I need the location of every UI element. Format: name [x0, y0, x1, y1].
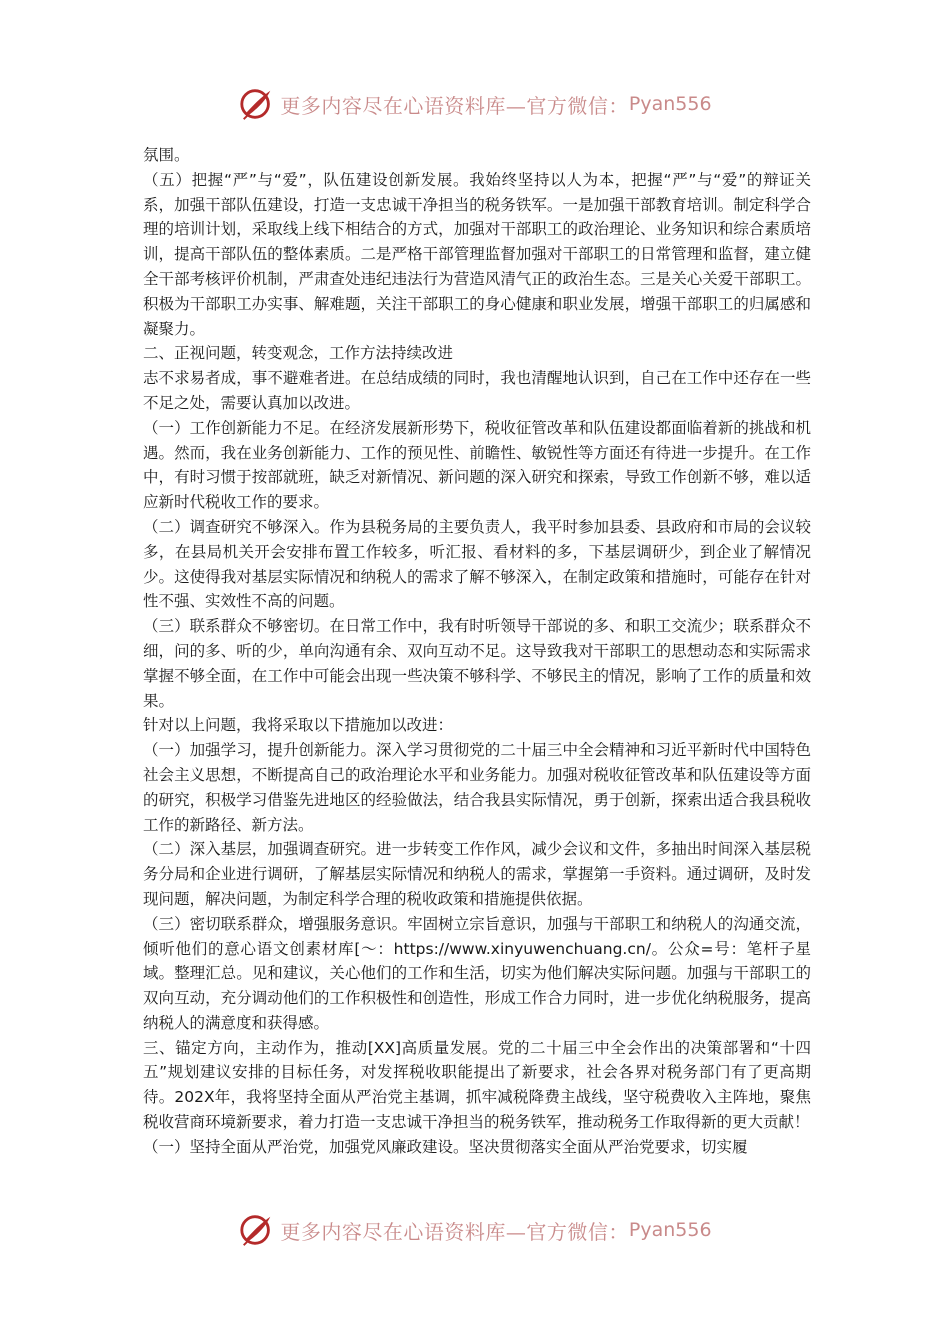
- quill-logo-icon: [238, 1211, 276, 1249]
- watermark-banner-bottom: [0, 1208, 950, 1252]
- paragraph: （一）加强学习，提升创新能力。深入学习贯彻党的二十届三中全会精神和习近平新时代中国特色社会主义思想，不断提高自己的政治理论水平和业务能力。加强对税收征管改革和队伍建设等方面的研究，积极学习借鉴先进地区的经验做法，结合我县实际情况，勇于创新，探索出适合我县税收工作的新路径、新方法。: [143, 741, 811, 834]
- paragraph: （二）调查研究不够深入。作为县税务局的主要负责人，我平时参加县委、县政府和市局的会议较多，在县局机关开会安排布置工作较多，听汇报、看材料的多，下基层调研少，到企业了解情况少。这使得我对基层实际情况和纳税人的需求了解不够深入，在制定政策和措施时，可能存在针对性不强、实效性不高的问题。: [143, 517, 811, 611]
- quill-logo-icon: [238, 85, 276, 123]
- paragraph: 三、锚定方向，主动作为，推动[XX]高质量发展。党的二十届三中全会作出的决策部署和“十四五”规划建议安排的目标任务，对发挥税收职能提出了新要求，社会各界对税务部门有了更高期待。202X年，我将坚持全面从严治党主基调，抓牢减税降费主战线，坚守税费收入主阵地，聚焦税收营商环境新要求，着力打造一支忠诚干净担当的税务铁军，推动税务工作取得新的更大贡献！: [143, 1038, 811, 1132]
- watermark-text: 更多内容尽在心语资料库—官方微信：: [280, 93, 629, 118]
- document-body: [143, 143, 811, 1160]
- paragraph: （一）工作创新能力不足。在经济发展新形势下，税收征管改革和队伍建设都面临着新的挑战和机遇。然而，我在业务创新能力、工作的预见性、前瞻性、敏锐性等方面还有待进一步提升。在工作中，有时习惯于按部就班，缺乏对新情况、新问题的深入研究和探索，导致工作创新不够，难以适应新时代税收工作的要求。: [143, 418, 811, 512]
- section-heading: 二、正视问题，转变观念，工作方法持续改进: [143, 344, 454, 363]
- watermark-banner-top: [0, 82, 950, 126]
- paragraph: （三）密切联系群众，增强服务意识。牢固树立宗旨意识，加强与干部职工和纳税人的沟通交流，倾听他们的意心语文创素材库[～：https://www.xinyuwenchuang.cn/。公众=号：笔杆子星域。整理汇总。见和建议，关心他们的工作和生活，切实为他们解决实际问题。加强与干部职工的双向互动，充分调动他们的工作积极性和创造性，形成工作合力同时，进一步优化纳税服务，提高纳税人的满意度和获得感。: [143, 914, 811, 1032]
- paragraph: 志不求易者成，事不避难者进。在总结成绩的同时，我也清醒地认识到，自己在工作中还存在一些不足之处，需要认真加以改进。: [143, 369, 811, 412]
- paragraph: 针对以上问题，我将采取以下措施加以改进：: [143, 716, 454, 735]
- watermark-contact: Pyan556: [628, 1219, 712, 1241]
- paragraph: （三）联系群众不够密切。在日常工作中，我有时听领导干部说的多、和职工交流少；联系群众不细，问的多、听的少，单向沟通有余、双向互动不足。这导致我对干部职工的思想动态和实际需求掌握不够全面，在工作中可能会出现一些决策不够科学、不够民主的情况，影响了工作的质量和效果。: [143, 617, 811, 710]
- paragraph: （二）深入基层，加强调查研究。进一步转变工作作风，减少会议和文件，多抽出时间深入基层税务分局和企业进行调研，了解基层实际情况和纳税人的需求，掌握第一手资料。通过调研，及时发现问题，解决问题，为制定科学合理的税收政策和措施提供依据。: [143, 840, 811, 908]
- paragraph: （一）坚持全面从严治党，加强党风廉政建设。坚决贯彻落实全面从严治党要求，切实履: [143, 1137, 748, 1156]
- paragraph: 氛围。: [143, 146, 190, 164]
- watermark-contact: Pyan556: [628, 93, 712, 115]
- paragraph: （五）把握“严”与“爱”，队伍建设创新发展。我始终坚持以人为本，把握“严”与“爱”的辩证关系，加强干部队伍建设，打造一支忠诚干净担当的税务铁军。一是加强干部教育培训。制定科学合理的培训计划，采取线上线下相结合的方式，加强对干部职工的政治理论、业务知识和综合素质培训，提高干部队伍的整体素质。二是严格干部管理监督加强对干部职工的日常管理和监督，建立健全干部考核评价机制，严肃查处违纪违法行为营造风清气正的政治生态。三是关心关爱干部职工。积极为干部职工办实事、解难题，关注干部职工的身心健康和职业发展，增强干部职工的归属感和凝聚力。: [143, 170, 811, 338]
- watermark-text: 更多内容尽在心语资料库—官方微信：: [280, 1219, 629, 1244]
